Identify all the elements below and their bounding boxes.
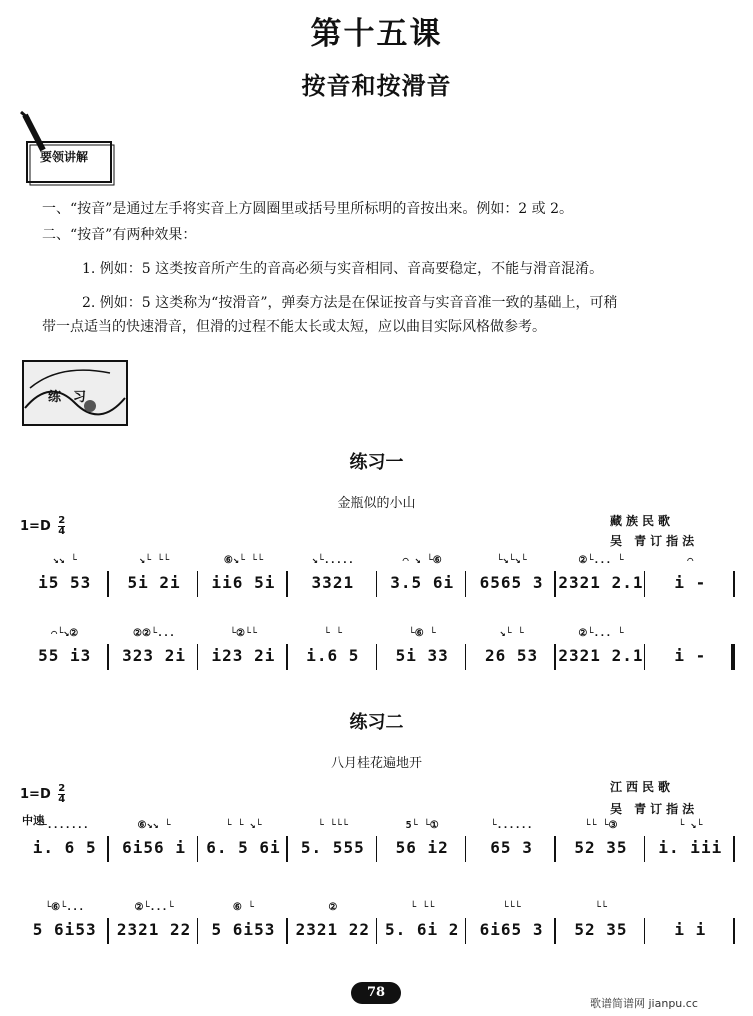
measure bbox=[199, 820, 288, 876]
final-barline bbox=[731, 644, 735, 670]
measure bbox=[646, 902, 735, 958]
explain-line-5: 带一点适当的快速滑音，但滑的过程不能太长或太短，应以曲目实际风格做参考。 bbox=[42, 319, 546, 335]
measure bbox=[109, 628, 198, 684]
measure-notes: i - bbox=[674, 573, 707, 592]
exercise1-row-2 bbox=[20, 628, 735, 684]
measure-notes: 5 6i53 bbox=[32, 920, 97, 939]
measure bbox=[556, 628, 645, 684]
explain-line-2: 二、“按音”有两种效果： bbox=[42, 227, 197, 243]
measure bbox=[288, 555, 377, 611]
measure-notes: 6i65 3 bbox=[479, 920, 544, 939]
exercise2-row-2 bbox=[20, 902, 735, 958]
measure bbox=[646, 820, 735, 876]
fingering-marks: ↘↘ └ bbox=[52, 555, 77, 566]
fingering-marks: ⑥↘↘ └ bbox=[137, 820, 171, 831]
fingering-marks: └ └ bbox=[323, 628, 342, 639]
page-number: 78 bbox=[351, 982, 401, 1004]
fingering-marks: └....... bbox=[40, 820, 89, 831]
measure bbox=[288, 628, 377, 684]
time-signature: $\frac{2}{4}$ bbox=[58, 783, 66, 805]
measure-notes: 2321 22 bbox=[116, 920, 192, 939]
explain-line-4: 2. 例如：5 这类称为“按滑音”，弹奏方法是在保证按音与实音音准一致的基础上，可稍 bbox=[82, 295, 618, 311]
measure bbox=[467, 902, 556, 958]
measure bbox=[288, 902, 377, 958]
measure bbox=[556, 902, 645, 958]
measure-notes: 65 3 bbox=[490, 838, 533, 857]
measure bbox=[109, 902, 198, 958]
fingering-marks: └ └ ↘└ bbox=[225, 820, 262, 831]
measure-notes: 6565 3 bbox=[479, 573, 544, 592]
measure-notes: 5. 555 bbox=[300, 838, 365, 857]
key-signature: 1=D bbox=[20, 787, 51, 802]
measure-notes: i.6 5 bbox=[306, 646, 360, 665]
exercise2-origin: 江西民歌 bbox=[610, 780, 675, 794]
exercise1-origin: 藏族民歌 bbox=[610, 514, 675, 528]
measure bbox=[646, 555, 735, 611]
fingering-marks: └⑥ └ bbox=[408, 628, 436, 639]
measure bbox=[646, 628, 735, 684]
measure bbox=[378, 628, 467, 684]
measure bbox=[20, 628, 109, 684]
measure-notes: 2321 2.1 bbox=[558, 573, 644, 592]
measure bbox=[20, 555, 109, 611]
fingering-marks: └⑥└... bbox=[45, 902, 85, 913]
measure bbox=[20, 902, 109, 958]
fingering-marks: └...... bbox=[490, 820, 533, 831]
fingering-marks: ⌒ ↘ └⑥ bbox=[402, 555, 442, 566]
measure bbox=[556, 820, 645, 876]
practice-badge-label: 练习 bbox=[48, 390, 99, 405]
measure-notes: 5 6i53 bbox=[211, 920, 276, 939]
measure bbox=[378, 555, 467, 611]
fingering-marks: ② bbox=[328, 902, 338, 913]
measure-notes: i. iii bbox=[658, 838, 723, 857]
measure-notes: i23 2i bbox=[211, 646, 276, 665]
fingering-marks: ②└...└ bbox=[134, 902, 174, 913]
measure-notes: 5i 33 bbox=[395, 646, 449, 665]
exercise2-row-1 bbox=[20, 820, 735, 876]
site-watermark: 歌谱简谱网 jianpu.cc bbox=[590, 997, 698, 1010]
fingering-marks: 5└ └① bbox=[405, 820, 439, 831]
measure-notes: 5. 6i 2 bbox=[384, 920, 460, 939]
measure-notes: 56 i2 bbox=[395, 838, 449, 857]
lesson-subtitle: 按音和按滑音 bbox=[301, 71, 452, 100]
fingering-marks: └ ↘└ bbox=[678, 820, 703, 831]
exercise1-arranger: 吴 青订指法 bbox=[610, 534, 699, 548]
fingering-marks: └②└└ bbox=[229, 628, 257, 639]
measure bbox=[199, 628, 288, 684]
explain-badge-label: 要领讲解 bbox=[40, 150, 89, 164]
exercise2-key bbox=[20, 784, 65, 805]
exercise2-arranger: 吴 青订指法 bbox=[610, 802, 699, 816]
exercise1-heading: 练习一 bbox=[349, 452, 404, 473]
measure bbox=[378, 902, 467, 958]
measure bbox=[199, 555, 288, 611]
practice-badge bbox=[20, 358, 130, 428]
explain-badge bbox=[15, 110, 115, 165]
exercise1-row-1 bbox=[20, 555, 735, 611]
measure-notes: i i bbox=[674, 920, 707, 939]
measure-notes: 55 i3 bbox=[38, 646, 92, 665]
measure bbox=[467, 628, 556, 684]
measure bbox=[556, 555, 645, 611]
fingering-marks: └↘└↘└ bbox=[496, 555, 527, 566]
measure-notes: 323 2i bbox=[122, 646, 186, 665]
barline bbox=[733, 571, 735, 597]
fingering-marks: ②└... └ bbox=[578, 555, 624, 566]
exercise2-heading: 练习二 bbox=[349, 712, 404, 733]
fingering-marks: ②└... └ bbox=[578, 628, 624, 639]
measure bbox=[288, 820, 377, 876]
explain-line-3: 1. 例如：5 这类按音所产生的音高必须与实音相同、音高要稳定，不能与滑音混淆。 bbox=[82, 261, 604, 277]
measure-notes: i. 6 5 bbox=[32, 838, 97, 857]
fingering-marks: ⌒└↘② bbox=[51, 628, 79, 639]
measure-notes: 6. 5 6i bbox=[206, 838, 281, 857]
measure-notes: 3321 bbox=[311, 573, 355, 592]
measure-notes: i - bbox=[674, 646, 707, 665]
measure bbox=[467, 820, 556, 876]
measure bbox=[378, 820, 467, 876]
key-signature: 1=D bbox=[20, 519, 51, 534]
measure-notes: 2321 22 bbox=[295, 920, 371, 939]
exercise2-song-title: 八月桂花遍地开 bbox=[330, 756, 422, 771]
measure-notes: 26 53 bbox=[484, 646, 539, 665]
time-signature: $\frac{2}{4}$ bbox=[58, 515, 66, 537]
measure-notes: 5i 2i bbox=[127, 573, 181, 592]
measure-notes: 52 35 bbox=[574, 920, 628, 939]
fingering-marks: ↘└ └ bbox=[499, 628, 524, 639]
measure-notes: 3.5 6i bbox=[390, 573, 455, 592]
measure bbox=[20, 820, 109, 876]
fingering-marks: ⌒ bbox=[687, 555, 694, 566]
measure-notes: 2321 2.1 bbox=[558, 646, 644, 665]
measure bbox=[467, 555, 556, 611]
lesson-title: 第十五课 bbox=[310, 16, 443, 52]
exercise1-key bbox=[20, 516, 65, 537]
measure-notes: 52 35 bbox=[574, 838, 628, 857]
fingering-marks: └└└ bbox=[502, 902, 521, 913]
fingering-marks: ②②└... bbox=[133, 628, 176, 639]
barline bbox=[733, 836, 735, 862]
fingering-marks: └ └└└ bbox=[317, 820, 348, 831]
measure bbox=[109, 555, 198, 611]
measure-notes: ii6 5i bbox=[211, 573, 276, 592]
exercise1-song-title: 金瓶似的小山 bbox=[337, 496, 416, 511]
fingering-marks: └└ └③ bbox=[584, 820, 618, 831]
barline bbox=[733, 918, 735, 944]
fingering-marks: └ └└ bbox=[410, 902, 435, 913]
measure bbox=[109, 820, 198, 876]
fingering-marks: ⑥↘└ └└ bbox=[223, 555, 263, 566]
fingering-marks: └└ bbox=[594, 902, 607, 913]
exercise2-tempo: 中速 bbox=[22, 814, 44, 827]
explain-line-1: 一、“按音”是通过左手将实音上方圆圈里或括号里所标明的音按出来。例如：2 或 2。 bbox=[42, 201, 574, 217]
fingering-marks: ↘└..... bbox=[311, 555, 354, 566]
fingering-marks: ↘└ └└ bbox=[139, 555, 170, 566]
fingering-marks: ⑥ └ bbox=[232, 902, 254, 913]
measure-notes: i5 53 bbox=[38, 573, 92, 592]
measure-notes: 6i56 i bbox=[122, 838, 186, 857]
measure bbox=[199, 902, 288, 958]
